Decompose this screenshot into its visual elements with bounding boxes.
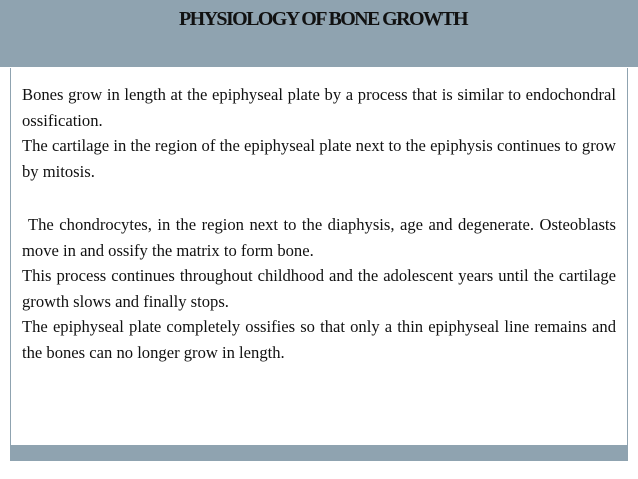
title-band bbox=[0, 0, 638, 67]
bottom-band bbox=[10, 445, 628, 461]
paragraph-1: Bones grow in length at the epiphyseal plate by a process that is similar to endochondral ossification. bbox=[22, 85, 616, 130]
paragraph-5: The epiphyseal plate completely ossifies so that only a thin epiphyseal line remains and the bones can no longer grow in length. bbox=[22, 317, 616, 362]
slide-title-text: PHYSIOLOGY OF BONE GROWTH bbox=[179, 8, 467, 30]
paragraph-3: The chondrocytes, in the region next to the diaphysis, age and degenerate. Osteoblasts move in and ossify the matrix to form bone. bbox=[22, 215, 616, 260]
slide-title bbox=[0, 8, 638, 31]
body-text bbox=[22, 82, 616, 365]
paragraph-spacer bbox=[22, 184, 616, 212]
paragraph-4: This process continues throughout childhood and the adolescent years until the cartilage growth slows and finally stops. bbox=[22, 266, 616, 311]
paragraph-2: The cartilage in the region of the epiphyseal plate next to the epiphysis continues to grow by mitosis. bbox=[22, 136, 616, 181]
